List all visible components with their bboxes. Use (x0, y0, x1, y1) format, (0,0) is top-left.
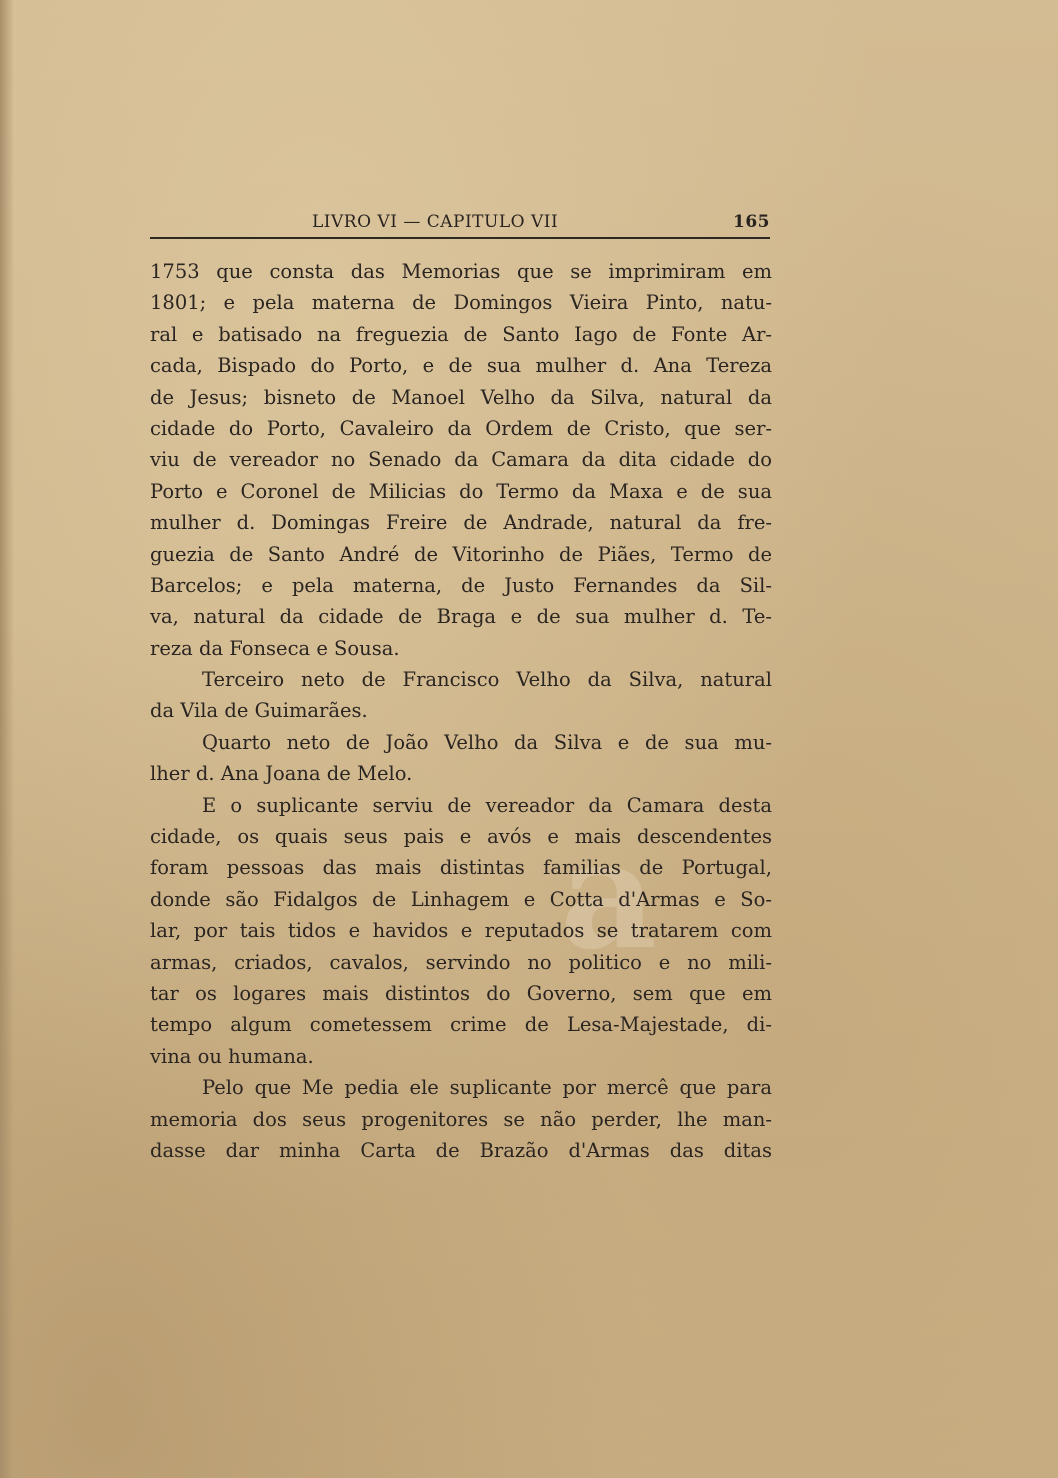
text-line: 1801; e pela materna de Domingos Vieira Pinto, natu- (150, 291, 772, 315)
text-line: armas, criados, cavalos, servindo no politico e no mili- (150, 950, 772, 974)
text-line: va, natural da cidade de Braga e de sua mulher d. Te- (150, 605, 772, 629)
text-line: foram pessoas das mais distintas familias de Portugal, (150, 856, 772, 880)
text-line: dasse dar minha Carta de Brazão d'Armas das ditas (150, 1138, 772, 1162)
text-line: E o suplicante serviu de vereador da Camara desta (202, 793, 772, 817)
text-line: viu de vereador no Senado da Camara da dita cidade do (150, 448, 772, 472)
running-head (150, 212, 770, 238)
text-line: de Jesus; bisneto de Manoel Velho da Silva, natural da (150, 385, 772, 409)
page-left-edge-shadow (0, 0, 14, 1478)
text-line: Quarto neto de João Velho da Silva e de sua mu- (202, 730, 772, 754)
text-line: memoria dos seus progenitores se não perder, lhe man- (150, 1107, 772, 1131)
text-line: Porto e Coronel de Milicias do Termo da Maxa e de sua (150, 479, 772, 503)
text-line: vina ou humana. (150, 1044, 314, 1068)
text-line: 1753 que consta das Memorias que se imprimiram em (150, 260, 772, 283)
text-line: donde são Fidalgos de Linhagem e Cotta d'Armas e So- (150, 887, 772, 911)
text-line: Terceiro neto de Francisco Velho da Silva, natural (202, 668, 772, 692)
text-line: da Vila de Guimarães. (150, 699, 368, 723)
text-line: mulher d. Domingas Freire de Andrade, natural da fre- (150, 511, 772, 535)
text-line: ral e batisado na freguezia de Santo Iago de Fonte Ar- (150, 322, 772, 346)
text-line: Barcelos; e pela materna, de Justo Fernandes da Sil- (150, 573, 772, 597)
text-line: tar os logares mais distintos do Governo, sem que em (150, 981, 772, 1005)
watermark: a (560, 807, 658, 983)
text-line: lar, por tais tidos e havidos e reputados se tratarem com (150, 919, 772, 943)
running-title: LIVRO VI — CAPITULO VII (312, 212, 559, 232)
text-line: Pelo que Me pedia ele suplicante por mercê que para (202, 1076, 772, 1100)
text-line: cidade do Porto, Cavaleiro da Ordem de Cristo, que ser- (150, 416, 772, 440)
text-line: tempo algum cometessem crime de Lesa-Majestade, di- (150, 1013, 772, 1037)
text-line: reza da Fonseca e Sousa. (150, 636, 400, 660)
body-text (150, 256, 772, 1166)
text-line: cidade, os quais seus pais e avós e mais descendentes (150, 825, 772, 849)
header-rule (150, 237, 770, 239)
text-line: cada, Bispado do Porto, e de sua mulher d. Ana Tereza (150, 354, 772, 378)
text-line: lher d. Ana Joana de Melo. (150, 762, 413, 786)
text-line: guezia de Santo André de Vitorinho de Piães, Termo de (150, 542, 772, 566)
page-number: 165 (733, 212, 770, 232)
